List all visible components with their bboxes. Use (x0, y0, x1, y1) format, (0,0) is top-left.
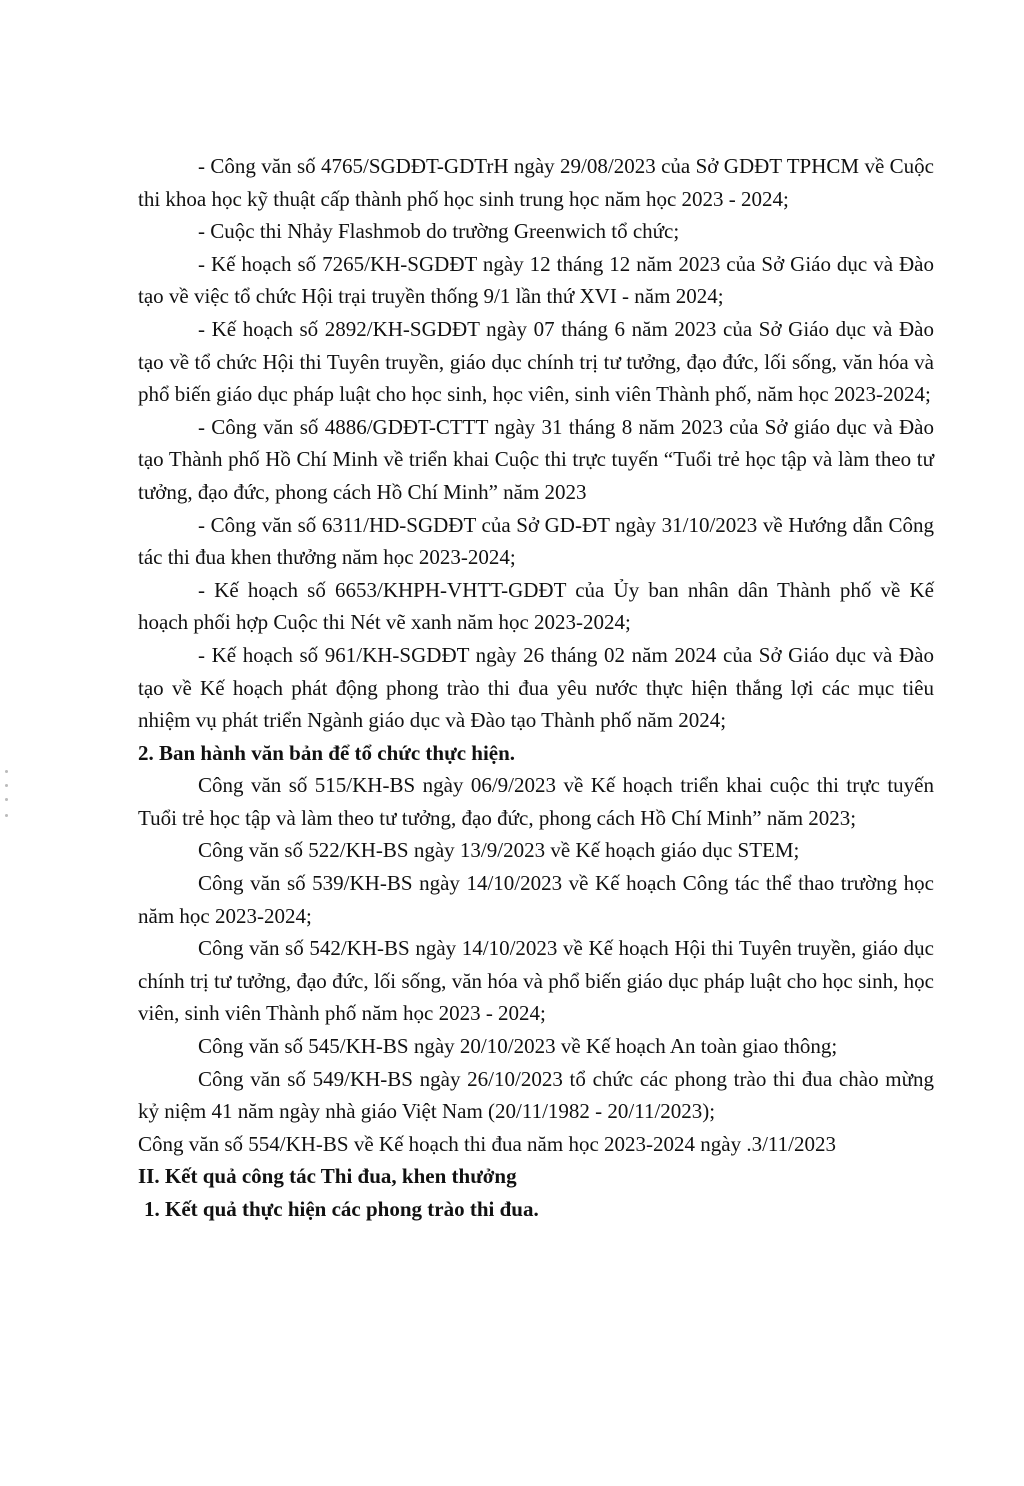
section-heading-ban-hanh: 2. Ban hành văn bản để tổ chức thực hiện. (138, 740, 516, 765)
paragraph-ke-hoach-6653: - Kế hoạch số 6653/KHPH-VHTT-GDĐT của Ủy ban nhân dân Thành phố về Kế hoạch phối hợp Cuộc thi Nét vẽ xanh năm học 2023-2024; (138, 577, 934, 635)
paragraph-cong-van-545: Công văn số 545/KH-BS ngày 20/10/2023 về Kế hoạch An toàn giao thông; (198, 1034, 838, 1059)
paragraph-ke-hoach-2892: - Kế hoạch số 2892/KH-SGDĐT ngày 07 tháng 6 năm 2023 của Sở Giáo dục và Đào tạo về tổ chức Hội thi Tuyên truyền, giáo dục chính trị tư tưởng, đạo đức, lối sống, văn hóa và phổ biến giáo dục pháp luật cho học sinh, học viên, sinh viên Thành phố, năm học 2023-2024; (138, 316, 934, 407)
paragraph-cong-van-4765: - Công văn số 4765/SGDĐT-GDTrH ngày 29/08/2023 của Sở GDĐT TPHCM về Cuộc thi khoa học kỹ thuật cấp thành phố học sinh trung học năm học 2023 - 2024; (138, 154, 934, 211)
subsection-heading-phong-trao: 1. Kết quả thực hiện các phong trào thi đua. (144, 1197, 539, 1221)
paragraph-cong-van-542: Công văn số 542/KH-BS ngày 14/10/2023 về Kế hoạch Hội thi Tuyên truyền, giáo dục chính trị tư tưởng, đạo đức, lối sống, văn hóa và phổ biến giáo dục pháp luật cho học sinh, học viên, sinh viên Thành phố năm học 2023 - 2024; (138, 936, 934, 1026)
paragraph-cong-van-539: Công văn số 539/KH-BS ngày 14/10/2023 về Kế hoạch Công tác thể thao trường học năm học 2023-2024; (138, 871, 934, 928)
document-body (138, 150, 934, 1226)
paragraph-cong-van-4886: - Công văn số 4886/GDĐT-CTTT ngày 31 tháng 8 năm 2023 của Sở giáo dục và Đào tạo Thành phố Hồ Chí Minh về triển khai Cuộc thi trực tuyến “Tuổi trẻ học tập và làm theo tư tưởng, đạo đức, phong cách Hồ Chí Minh” năm 2023 (138, 414, 934, 504)
paragraph-ke-hoach-7265: - Kế hoạch số 7265/KH-SGDĐT ngày 12 tháng 12 năm 2023 của Sở Giáo dục và Đào tạo về việc tổ chức Hội trại truyền thống 9/1 lần thứ XVI - năm 2024; (138, 251, 934, 309)
paragraph-ke-hoach-961: - Kế hoạch số 961/KH-SGDĐT ngày 26 tháng 02 năm 2024 của Sở Giáo dục và Đào tạo về Kế hoạch phát động phong trào thi đua yêu nước thực hiện thắng lợi các mục tiêu nhiệm vụ phát triển Ngành giáo dục và Đào tạo Thành phố năm 2024; (138, 642, 934, 733)
paragraph-cong-van-554: Công văn số 554/KH-BS về Kế hoạch thi đua năm học 2023-2024 ngày .3/11/2023 (138, 1131, 836, 1156)
paragraph-flashmob: - Cuộc thi Nhảy Flashmob do trường Greenwich tổ chức; (198, 219, 680, 244)
paragraph-cong-van-6311: - Công văn số 6311/HD-SGDĐT của Sở GD-ĐT ngày 31/10/2023 về Hướng dẫn Công tác thi đua khen thưởng năm học 2023-2024; (138, 512, 934, 570)
paragraph-cong-van-515: Công văn số 515/KH-BS ngày 06/9/2023 về Kế hoạch triển khai cuộc thi trực tuyến Tuổi trẻ học tập và làm theo tư tưởng, đạo đức, phong cách Hồ Chí Minh” năm 2023; (138, 773, 934, 830)
section-heading-ket-qua: II. Kết quả công tác Thi đua, khen thưởng (138, 1164, 517, 1189)
scan-margin-marks (2, 770, 12, 830)
paragraph-cong-van-522: Công văn số 522/KH-BS ngày 13/9/2023 về Kế hoạch giáo dục STEM; (198, 838, 800, 863)
paragraph-cong-van-549: Công văn số 549/KH-BS ngày 26/10/2023 tổ chức các phong trào thi đua chào mừng kỷ niệm 41 năm ngày nhà giáo Việt Nam (20/11/1982 - 20/11/2023); (138, 1066, 934, 1124)
